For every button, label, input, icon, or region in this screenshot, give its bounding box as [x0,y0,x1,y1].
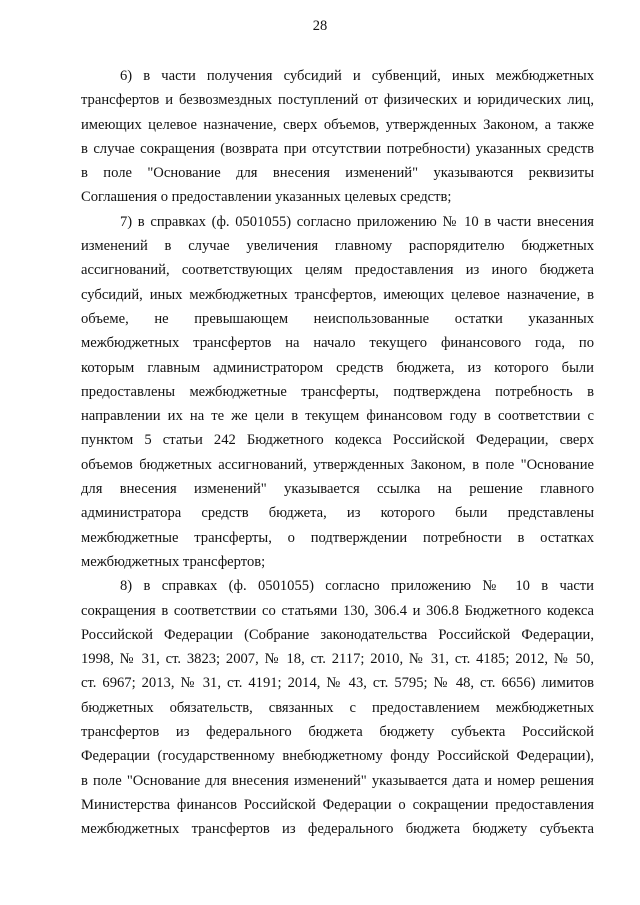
page-number: 28 [312,18,328,34]
paragraph-3 [81,574,594,841]
text-line: в поле "Основание для внесения изменений" указываются реквизиты [81,165,594,182]
text-line: межбюджетные трансферты, о подтверждении потребности в остатках [81,529,594,546]
text-line: предоставлены межбюджетные трансферты, подтверждена потребность в [81,383,594,400]
text-line: межбюджетных трансфертов; [81,553,266,570]
text-line: Министерства финансов Российской Федерации о сокращении предоставления [81,796,594,813]
text-line: в поле "Основание для внесения изменений" указывается дата и номер решения [81,772,594,789]
paragraph-2 [81,210,594,574]
text-line: трансфертов и безвозмездных поступлений от физических и юридических лиц, [81,92,594,109]
text-line: сокращения в соответствии со статьями 130, 306.4 и 306.8 Бюджетного кодекса [81,602,594,619]
text-line: межбюджетных трансфертов на начало текущего финансового года, по [81,335,594,352]
text-line: имеющих целевое назначение, сверх объемов, утвержденных Законом, а также [81,116,594,133]
text-line: ассигнований, соответствующих целям предоставления из иного бюджета [81,262,594,279]
text-line: межбюджетных трансфертов из федерального бюджета бюджету субъекта [81,821,594,838]
document-body [81,64,594,842]
text-line: администратора средств бюджета, из которого были представлены [81,505,594,522]
text-line: Российской Федерации (Собрание законодательства Российской Федерации, [81,626,594,643]
text-line: Соглашения о предоставлении указанных целевых средств; [81,189,452,206]
text-line: в случае сокращения (возврата при отсутствии потребности) указанных средств [81,140,594,157]
text-line: 1998, № 31, ст. 3823; 2007, № 18, ст. 2117; 2010, № 31, ст. 4185; 2012, № 50, [81,651,594,668]
text-line: субсидий, иных межбюджетных трансфертов, имеющих целевое назначение, в [81,286,594,303]
text-line: объеме, не превышающем неиспользованные остатки указанных [81,310,594,327]
text-line: 6) в части получения субсидий и субвенций, иных межбюджетных [120,68,594,84]
text-line: трансфертов из федерального бюджета бюджету субъекта Российской [81,724,594,741]
text-line: 8) в справках (ф. 0501055) согласно приложению № 10 в части [120,578,594,595]
text-line: пунктом 5 статьи 242 Бюджетного кодекса Российской Федерации, сверх [81,432,594,449]
text-line: 7) в справках (ф. 0501055) согласно приложению № 10 в части внесения [120,213,594,230]
paragraph-1 [81,64,594,210]
text-line: которым главным администратором средств бюджета, из которого были [81,359,594,376]
text-line: объемов бюджетных ассигнований, утвержденных Законом, в поле "Основание [81,456,594,473]
text-line: для внесения изменений" указывается ссылка на решение главного [81,481,594,498]
text-line: бюджетных обязательств, связанных с предоставлением межбюджетных [81,699,594,716]
text-line: Федерации (государственному внебюджетному фонду Российской Федерации), [81,748,594,765]
text-line: ст. 6967; 2013, № 31, ст. 4191; 2014, № 43, ст. 5795; № 48, ст. 6656) лимитов [81,675,594,692]
text-line: направлении их на те же цели в текущем финансовом году в соответствии с [81,408,594,425]
text-line: изменений в случае увеличения главному распорядителю бюджетных [81,238,594,255]
